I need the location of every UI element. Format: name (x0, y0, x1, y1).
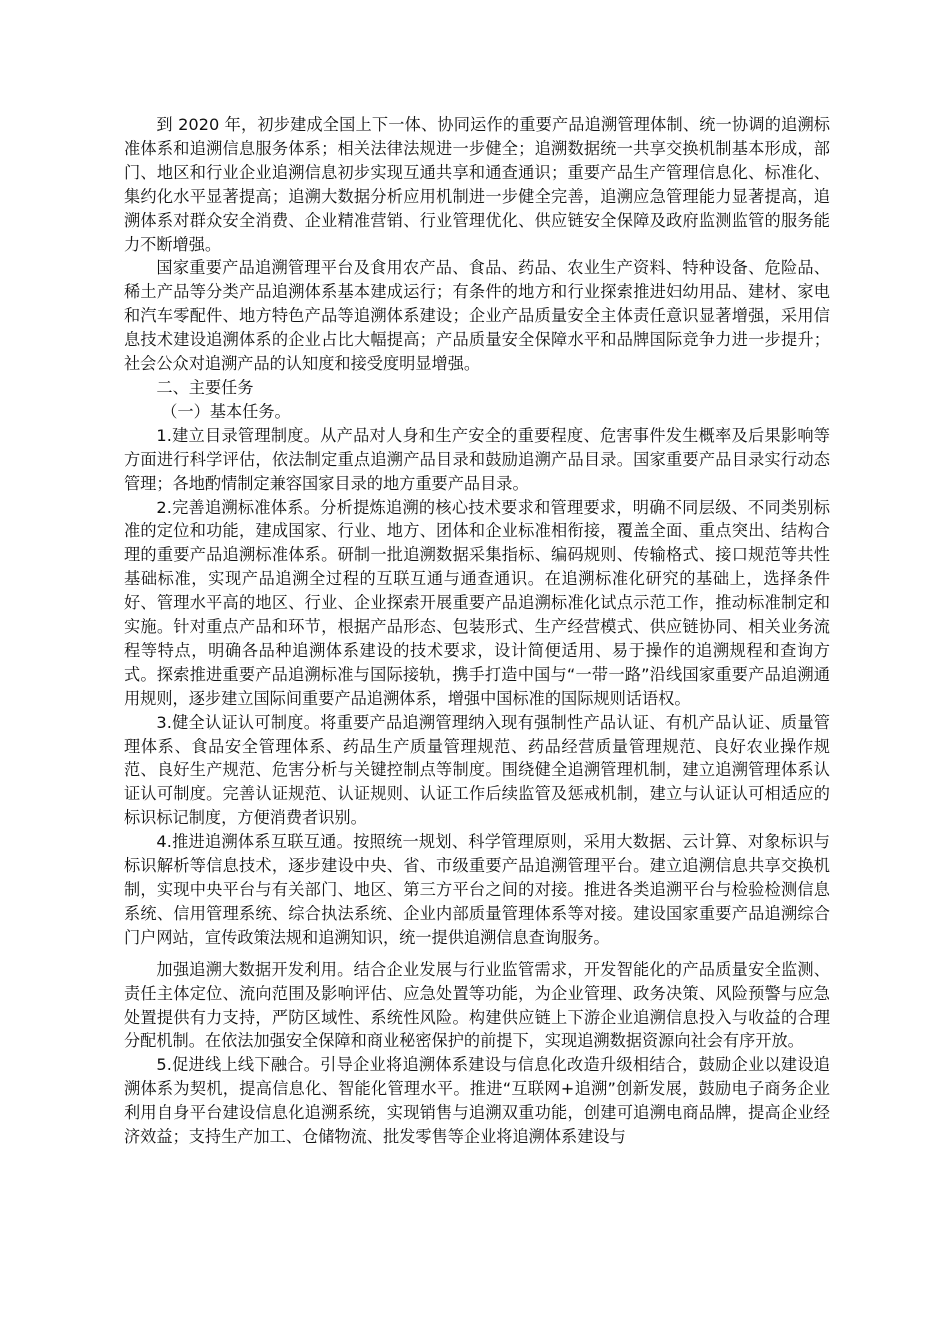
document-body (124, 113, 830, 1149)
section-heading-main-tasks: 二、主要任务 (156, 377, 254, 397)
paragraph-platform-goals: 国家重要产品追溯管理平台及食用农产品、食品、药品、农业生产资料、特种设备、危险品、稀土产品等分类产品追溯体系基本建成运行；有条件的地方和行业探索推进妇幼用品、建材、家电和汽车零配件、地方特色产品等追溯体系建设；企业产品质量安全主体责任意识显著增强，采用信息技术建设追溯体系的企业占比大幅提高；产品质量安全保障水平和品牌国际竞争力进一步提升；社会公众对追溯产品的认知度和接受度明显增强。 (124, 258, 830, 374)
paragraph-task-2: 2.完善追溯标准体系。分析提炼追溯的核心技术要求和管理要求，明确不同层级、不同类别标准的定位和功能，建成国家、行业、地方、团体和企业标准相衔接，覆盖全面、重点突出、结构合理的重要产品追溯标准体系。研制一批追溯数据采集指标、编码规则、传输格式、接口规范等共性基础标准，实现产品追溯全过程的互联互通与通查通识。在追溯标准化研究的基础上，选择条件好、管理水平高的地区、行业、企业探索开展重要产品追溯标准化试点示范工作，推动标准制定和实施。针对重点产品和环节，根据产品形态、包装形式、生产经营模式、供应链协同、相关业务流程等特点，明确各品种追溯体系建设的技术要求，设计简便适用、易于操作的追溯规程和查询方式。探索推进重要产品追溯标准与国际接轨，携手打造中国与“一带一路”沿线国家重要产品追溯通用规则，逐步建立国际间重要产品追溯体系，增强中国标准的国际规则话语权。 (124, 497, 830, 708)
paragraph-task-3: 3.健全认证认可制度。将重要产品追溯管理纳入现有强制性产品认证、有机产品认证、质量管理体系、食品安全管理体系、药品生产质量管理规范、药品经营质量管理规范、良好农业操作规范、良好生产规范、危害分析与关键控制点等制度。围绕健全追溯管理机制，建立追溯管理体系认证认可制度。完善认证规范、认证规则、认证工作后续监管及惩戒机制，建立与认证认可相适应的标识标记制度，方便消费者识别。 (124, 712, 830, 828)
paragraph-task-1: 1.建立目录管理制度。从产品对人身和生产安全的重要程度、危害事件发生概率及后果影响等方面进行科学评估，依法制定重点追溯产品目录和鼓励追溯产品目录。国家重要产品目录实行动态管理；各地酌情制定兼容国家目录的地方重要产品目录。 (124, 425, 830, 493)
paragraph-task-4: 4.推进追溯体系互联互通。按照统一规划、科学管理原则，采用大数据、云计算、对象标识与标识解析等信息技术，逐步建设中央、省、市级重要产品追溯管理平台。建立追溯信息共享交换机制，实现中央平台与有关部门、地区、第三方平台之间的对接。推进各类追溯平台与检验检测信息系统、信用管理系统、综合执法系统、企业内部质量管理体系等对接。建设国家重要产品追溯综合门户网站，宣传政策法规和追溯知识，统一提供追溯信息查询服务。 (124, 832, 830, 947)
paragraph-big-data: 加强追溯大数据开发利用。结合企业发展与行业监管需求，开发智能化的产品质量安全监测、责任主体定位、流向范围及影响评估、应急处置等功能，为企业管理、政务决策、风险预警与应急处置提供有力支持，严防区域性、系统性风险。构建供应链上下游企业追溯信息投入与收益的合理分配机制。在依法加强安全保障和商业秘密保护的前提下，实现追溯数据资源向社会有序开放。 (124, 959, 830, 1051)
subsection-heading-basic-tasks: （一）基本任务。 (161, 401, 291, 421)
paragraph-task-5: 5.促进线上线下融合。引导企业将追溯体系建设与信息化改造升级相结合，鼓励企业以建设追溯体系为契机，提高信息化、智能化管理水平。推进“互联网+追溯”创新发展，鼓励电子商务企业利用自身平台建设信息化追溯系统，实现销售与追溯双重功能，创建可追溯电商品牌，提高企业经济效益；支持生产加工、仓储物流、批发零售等企业将追溯体系建设与 (124, 1055, 830, 1147)
paragraph-2020-goals: 到 2020 年，初步建成全国上下一体、协同运作的重要产品追溯管理体制、统一协调的追溯标准体系和追溯信息服务体系；相关法律法规进一步健全；追溯数据统一共享交换机制基本形成，部门、地区和行业企业追溯信息初步实现互通共享和通查通识；重要产品生产管理信息化、标准化、集约化水平显著提高；追溯大数据分析应用机制进一步健全完善，追溯应急管理能力显著提高，追溯体系对群众安全消费、企业精准营销、行业管理优化、供应链安全保障及政府监测监管的服务能力不断增强。 (124, 115, 830, 254)
